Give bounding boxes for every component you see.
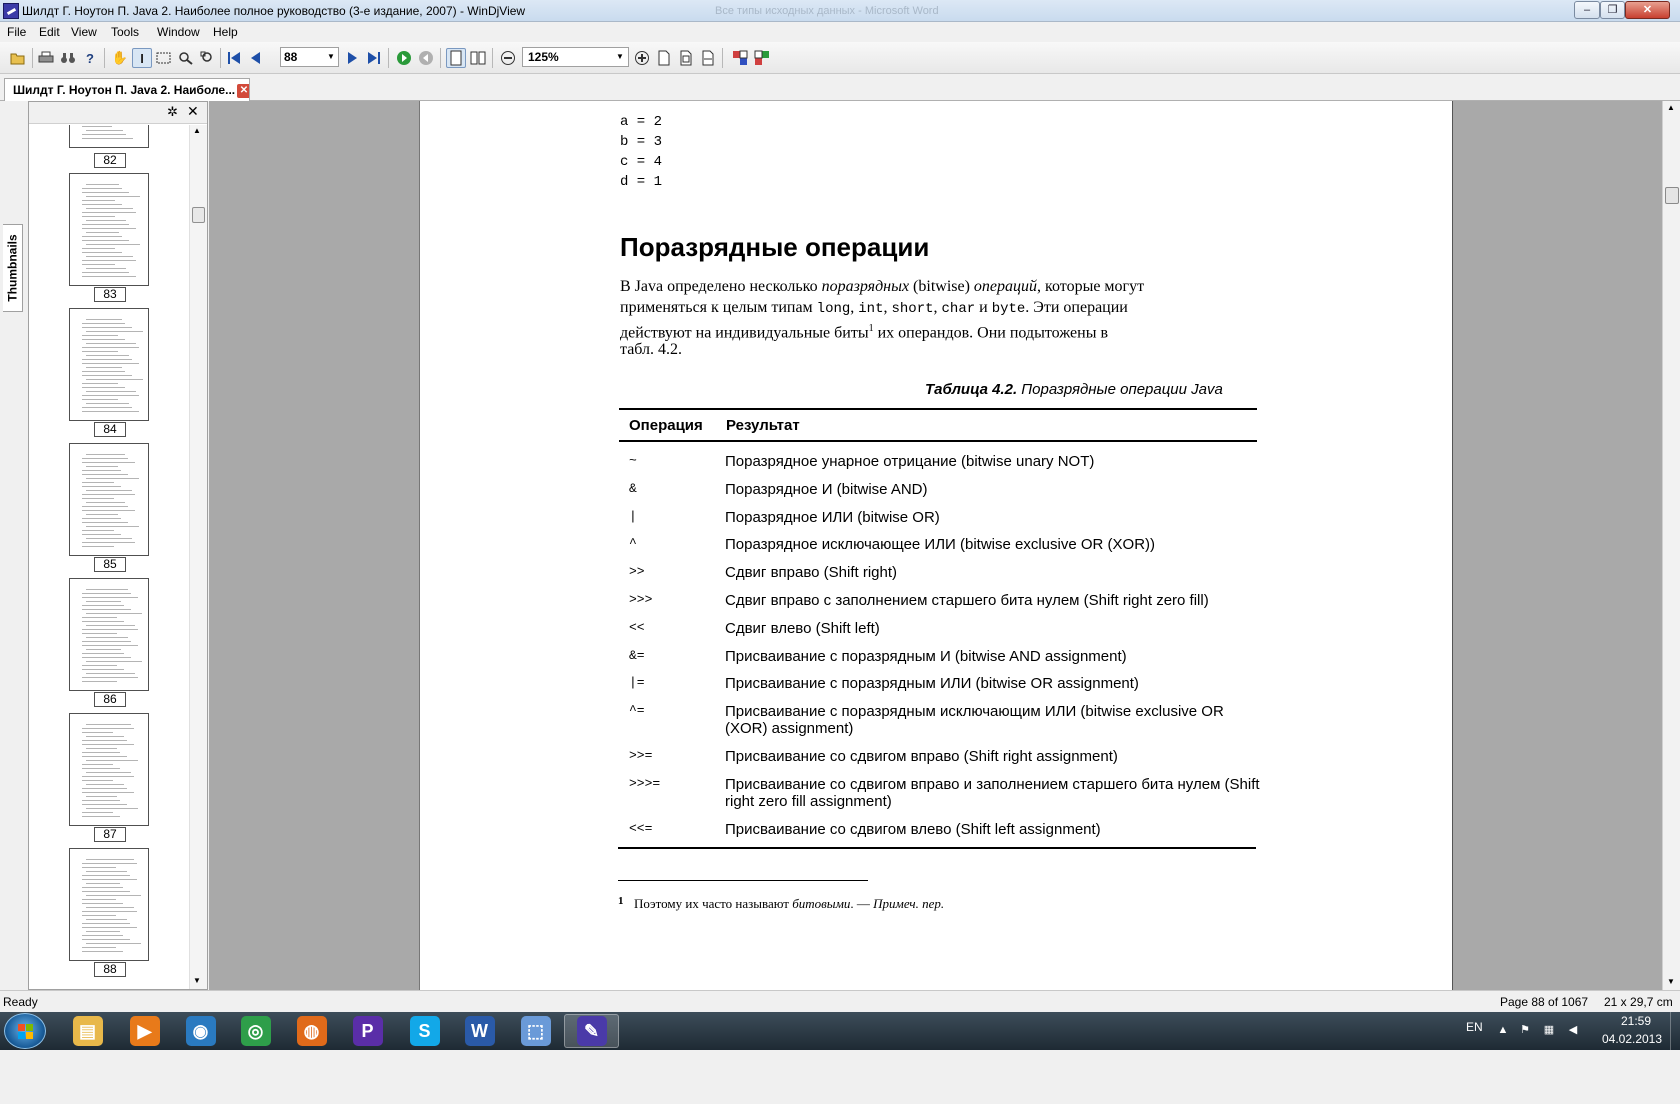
open-folder-icon[interactable]: [8, 48, 28, 68]
zoom-in-icon[interactable]: [632, 48, 652, 68]
document-tab-label: Шилдт Г. Ноутон П. Java 2. Наиболе...: [13, 83, 236, 97]
single-page-icon[interactable]: [446, 48, 466, 68]
chrome-icon: ◎: [241, 1016, 271, 1046]
scroll-down-icon[interactable]: ▼: [1667, 977, 1675, 986]
thumbnail-page[interactable]: [69, 308, 149, 421]
taskbar: [0, 1012, 1680, 1050]
maximize-button[interactable]: ❐: [1600, 1, 1625, 19]
taskbar-app-virtualbox[interactable]: [508, 1014, 563, 1048]
thumbnails-scrollbar[interactable]: [189, 125, 207, 989]
zoom-tool-icon[interactable]: [176, 48, 196, 68]
table-op-cell: <<: [629, 620, 645, 635]
volume-icon[interactable]: ◀: [1568, 1024, 1578, 1036]
taskbar-app-skype[interactable]: [397, 1014, 452, 1048]
go-back-icon[interactable]: [416, 48, 436, 68]
thumbnail-page[interactable]: [69, 173, 149, 286]
zoom-level-select[interactable]: 125%: [522, 47, 629, 67]
toolbar: [0, 42, 1680, 74]
footnote-text: Поэтому их часто называют битовыми. — Примеч. пер.: [634, 896, 945, 911]
rotate-left-icon[interactable]: [730, 48, 750, 68]
select-text-tool-icon[interactable]: I: [132, 48, 152, 68]
find-binoculars-icon[interactable]: [58, 48, 78, 68]
thumbnails-settings-icon[interactable]: ✲: [167, 104, 178, 119]
table-op-cell: ^=: [629, 703, 645, 718]
menu-window[interactable]: Window: [157, 25, 200, 39]
table-result-cell: Поразрядное исключающее ИЛИ (bitwise exclusive OR (XOR)): [725, 536, 1156, 553]
thumbnail-page[interactable]: [69, 125, 149, 148]
document-tab[interactable]: [4, 78, 250, 101]
publisher-icon: P: [353, 1016, 383, 1046]
table-caption: [925, 381, 1223, 398]
go-forward-icon[interactable]: [394, 48, 414, 68]
tray-expand-icon[interactable]: ▲: [1497, 1024, 1509, 1036]
table-result-cell: Поразрядное унарное отрицание (bitwise unary NOT): [725, 453, 1095, 470]
windjview-app-icon[interactable]: [3, 3, 19, 19]
table-result-cell: Присваивание со сдвигом вправо и заполнением старшего бита нулем (Shift right zero fill assignment): [725, 776, 1260, 810]
status-page-count: Page 88 of 1067: [1500, 995, 1589, 1009]
title-bar: [0, 0, 1680, 22]
table-result-cell: Присваивание со сдвигом влево (Shift left assignment): [725, 821, 1101, 838]
windows-logo-icon: [5, 1014, 47, 1050]
table-op-cell: |: [629, 509, 637, 524]
skype-icon: S: [410, 1016, 440, 1046]
table-result-cell: Присваивание с поразрядным ИЛИ (bitwise OR assignment): [725, 675, 1139, 692]
taskbar-app-word[interactable]: [452, 1014, 507, 1048]
taskbar-app-chrome[interactable]: [228, 1014, 283, 1048]
clock-date[interactable]: 04.02.2013: [1601, 1032, 1663, 1046]
facing-pages-icon[interactable]: [468, 48, 488, 68]
table-result-cell: Присваивание с поразрядным И (bitwise AND assignment): [725, 648, 1127, 665]
table-result-cell: Сдвиг вправо (Shift right): [725, 564, 898, 581]
code-line: b = 3: [620, 134, 663, 150]
table-op-cell: &: [629, 481, 637, 496]
paragraph-line: табл. 4.2.: [620, 341, 683, 358]
zoom-dropdown-icon[interactable]: ▼: [616, 52, 624, 61]
table-header-result: Результат: [726, 417, 800, 434]
page-number-dropdown-icon[interactable]: ▼: [327, 52, 335, 61]
thumbnail-page[interactable]: [69, 578, 149, 691]
window-title: Шилдт Г. Ноутон П. Java 2. Наиболее полное руководство (3-е издание, 2007) - WinDjView: [22, 4, 526, 18]
scroll-down-icon[interactable]: ▼: [193, 976, 201, 985]
scroll-up-icon[interactable]: ▲: [193, 126, 201, 135]
thumbnails-close-icon[interactable]: ✕: [187, 103, 199, 119]
table-op-cell: |=: [629, 675, 645, 690]
fit-width-icon[interactable]: [698, 48, 718, 68]
table-header-rule: [619, 440, 1257, 442]
paragraph-line: В Java определено несколько поразрядных (bitwise) операций, которые могут: [620, 278, 1145, 295]
table-result-cell: Сдвиг вправо с заполнением старшего бита нулем (Shift right zero fill): [725, 592, 1209, 609]
help-icon[interactable]: ?: [86, 50, 94, 66]
scroll-up-icon[interactable]: ▲: [1667, 103, 1675, 112]
code-line: a = 2: [620, 114, 663, 130]
menu-file[interactable]: File: [7, 25, 27, 39]
menu-help[interactable]: Help: [213, 25, 238, 39]
thumbnails-panel: [28, 101, 208, 990]
section-heading: Поразрядные операции: [620, 232, 930, 262]
actual-size-icon[interactable]: [654, 48, 674, 68]
zoom-out-icon[interactable]: [498, 48, 518, 68]
rotate-right-icon[interactable]: [752, 48, 772, 68]
first-page-icon[interactable]: [224, 48, 244, 68]
sidebar-tab-strip: [0, 104, 26, 1104]
table-result-cell: Поразрядное ИЛИ (bitwise OR): [725, 509, 940, 526]
document-scroll-thumb[interactable]: [1665, 187, 1679, 204]
code-line: c = 4: [620, 154, 663, 170]
thumbnail-page[interactable]: [69, 713, 149, 826]
code-line: d = 1: [620, 174, 663, 190]
table-result-cell: Сдвиг влево (Shift left): [725, 620, 880, 637]
table-bottom-rule: [618, 847, 1256, 849]
table-result-cell: Присваивание со сдвигом вправо (Shift right assignment): [725, 748, 1118, 765]
table-op-cell: <<=: [629, 821, 653, 836]
media-player-icon: ▶: [130, 1016, 160, 1046]
thumbnail-page[interactable]: [69, 848, 149, 961]
taskbar-app-publisher[interactable]: [340, 1014, 395, 1048]
taskbar-app-media-player[interactable]: [117, 1014, 172, 1048]
taskbar-app-photos[interactable]: [173, 1014, 228, 1048]
status-page-size: 21 x 29,7 cm: [1604, 995, 1673, 1009]
tab-close-icon[interactable]: ✕: [237, 84, 250, 98]
thumbnail-page-number: 83: [94, 287, 126, 302]
taskbar-app-windjview[interactable]: [564, 1014, 619, 1048]
next-page-icon[interactable]: [342, 48, 362, 68]
minimize-button[interactable]: ‒: [1574, 1, 1600, 19]
table-op-cell: >>: [629, 564, 645, 579]
table-op-cell: ~: [629, 453, 637, 468]
table-result-cell: Присваивание с поразрядным исключающим ИЛИ (bitwise exclusive OR (XOR) assignment): [725, 703, 1224, 737]
thumbnails-header: [29, 102, 207, 124]
photos-icon: ◉: [186, 1016, 216, 1046]
table-op-cell: >>>=: [629, 776, 661, 791]
thumbnail-page-number: 85: [94, 557, 126, 572]
footnote-mark: 1: [618, 895, 624, 907]
thumbnail-page-number: 88: [94, 962, 126, 977]
table-header-operation: Операция: [629, 417, 703, 434]
fit-page-icon[interactable]: [676, 48, 696, 68]
menu-view[interactable]: View: [71, 25, 97, 39]
windjview-icon: ✎: [577, 1016, 607, 1046]
document-tab-bar: [0, 74, 1680, 101]
virtualbox-icon: ⬚: [521, 1016, 551, 1046]
thumbnails-tab[interactable]: [3, 224, 23, 312]
table-op-cell: >>=: [629, 748, 653, 763]
menu-tools[interactable]: Tools: [111, 25, 140, 39]
close-window-button[interactable]: ✕: [1625, 1, 1670, 19]
start-button[interactable]: [4, 1013, 46, 1049]
action-center-flag-icon[interactable]: ⚑: [1520, 1024, 1530, 1036]
thumbnail-page-number: 86: [94, 692, 126, 707]
table-op-cell: >>>: [629, 592, 653, 607]
taskbar-app-explorer[interactable]: [60, 1014, 115, 1048]
page-number-input[interactable]: 88: [280, 47, 339, 67]
table-top-rule: [619, 408, 1257, 410]
print-icon[interactable]: [36, 48, 56, 68]
table-caption-number: Таблица 4.2.: [925, 381, 1018, 398]
thumbnails-list: [29, 125, 189, 989]
network-icon[interactable]: ▦: [1543, 1024, 1555, 1036]
taskbar-app-firefox[interactable]: [284, 1014, 339, 1048]
table-op-cell: ^: [629, 536, 637, 551]
table-result-cell: Поразрядное И (bitwise AND): [725, 481, 928, 498]
select-rectangle-icon[interactable]: [154, 48, 174, 68]
explorer-icon: ▤: [73, 1016, 103, 1046]
background-window-title: Все типы исходных данных - Microsoft Word: [715, 5, 939, 17]
thumbnail-page-number: 82: [94, 153, 126, 168]
footnote-separator: [618, 880, 868, 881]
document-scrollbar[interactable]: [1662, 101, 1680, 990]
firefox-icon: ◍: [297, 1016, 327, 1046]
language-indicator[interactable]: EN: [1466, 1020, 1483, 1034]
show-desktop-button[interactable]: [1670, 1012, 1680, 1050]
thumbnail-page[interactable]: [69, 443, 149, 556]
status-text: Ready: [3, 995, 38, 1009]
thumbnails-scroll-thumb[interactable]: [192, 207, 205, 223]
thumbnail-page-number: 84: [94, 422, 126, 437]
hand-tool-icon[interactable]: ✋: [111, 50, 129, 65]
zoom-rect-icon[interactable]: [198, 48, 218, 68]
word-icon: W: [465, 1016, 495, 1046]
clock-time[interactable]: 21:59: [1620, 1014, 1652, 1028]
previous-page-icon[interactable]: [246, 48, 266, 68]
last-page-icon[interactable]: [364, 48, 384, 68]
paragraph-line: действуют на индивидуальные биты$^1$ их операндов. Они подытожены в: [620, 323, 1109, 342]
paragraph-line: применяться к целым типам long, int, short, char и byte. Эти операции: [620, 299, 1128, 317]
table-caption-text: Поразрядные операции Java: [1021, 381, 1223, 398]
menu-edit[interactable]: Edit: [39, 25, 60, 39]
table-op-cell: &=: [629, 648, 645, 663]
menu-bar: [0, 22, 1680, 42]
status-bar: [0, 990, 1680, 1012]
thumbnails-tab-label: Thumbnails: [5, 234, 20, 302]
thumbnail-page-number: 87: [94, 827, 126, 842]
